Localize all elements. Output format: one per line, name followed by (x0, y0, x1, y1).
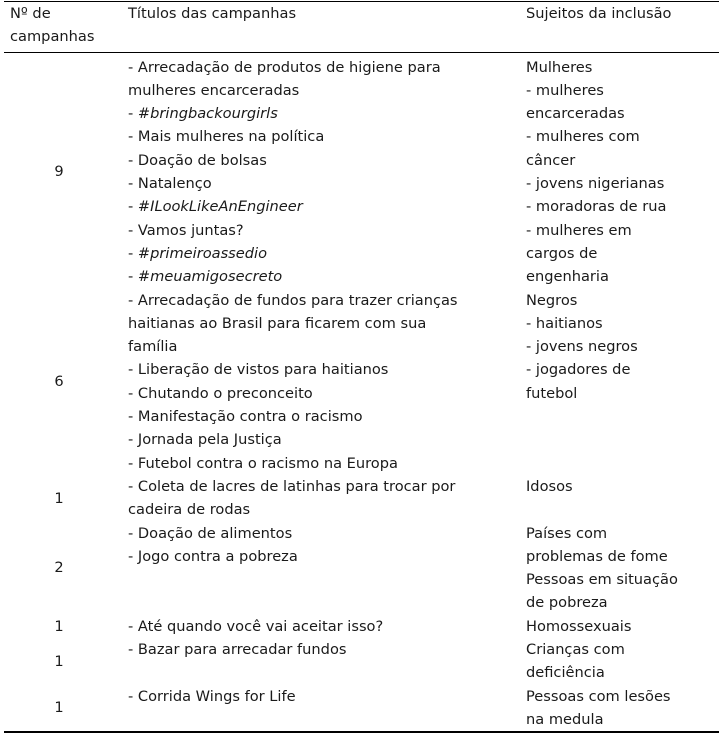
campaign-count: 2 (54, 559, 64, 577)
subject: encarceradas (526, 105, 625, 123)
header-inclusion-subjects: Sujeitos da inclusão (526, 2, 719, 53)
subject: - jovens negros (526, 338, 638, 356)
campaign-titles (128, 685, 526, 733)
campaign-titles (128, 638, 526, 685)
campaign-count: 1 (54, 652, 64, 670)
campaign-title: família (128, 338, 178, 356)
campaign-title: - Jornada pela Justiça (128, 431, 282, 449)
inclusion-subjects (526, 685, 719, 733)
campaign-title (128, 265, 526, 288)
header-row (4, 2, 719, 53)
campaign-titles (128, 615, 526, 638)
hashtag-text: #bringbackourgirls (137, 105, 278, 123)
hashtag-dash: - (128, 268, 138, 286)
campaign-title: - Mais mulheres na política (128, 128, 325, 146)
hashtag-text: #ILookLikeAnEngineer (137, 198, 303, 216)
campaign-titles (128, 52, 526, 288)
table-row (4, 638, 719, 685)
table-row (4, 475, 719, 522)
inclusion-subjects (526, 52, 719, 288)
campaign-title: - Até quando você vai aceitar isso? (128, 617, 384, 635)
subject: Países com (526, 524, 608, 542)
subject: Crianças com (526, 641, 625, 659)
table-row (4, 289, 719, 475)
hashtag-dash: - (128, 198, 138, 216)
campaign-title: - Bazar para arrecadar fundos (128, 641, 347, 659)
subject: - moradoras de rua (526, 198, 667, 216)
subject: deficiência (526, 664, 605, 682)
inclusion-subjects (526, 638, 719, 685)
campaign-title: mulheres encarceradas (128, 81, 300, 99)
subject: Mulheres (526, 58, 593, 76)
campaign-count: 1 (54, 617, 64, 635)
subject: - mulheres com (526, 128, 640, 146)
campaign-title: - Vamos juntas? (128, 221, 244, 239)
subject: problemas de fome (526, 547, 668, 565)
campaign-title: - Doação de bolsas (128, 151, 267, 169)
campaign-title: cadeira de rodas (128, 501, 251, 519)
subject: de pobreza (526, 594, 608, 612)
subject: Pessoas com lesões (526, 687, 671, 705)
subject: Pessoas em situação (526, 571, 678, 589)
subject: - mulheres (526, 81, 604, 99)
subject: engenharia (526, 268, 609, 286)
subject: - jovens nigerianas (526, 175, 665, 193)
subject: futebol (526, 384, 578, 402)
campaign-title (128, 242, 526, 265)
campaign-title (128, 195, 526, 218)
subject: Homossexuais (526, 617, 632, 635)
campaign-title: - Arrecadação de produtos de higiene para (128, 58, 441, 76)
inclusion-subjects (526, 522, 719, 615)
header-campaign-count: Nº de campanhas (4, 2, 128, 53)
campaign-title: - Arrecadação de fundos para trazer crianças (128, 291, 458, 309)
subject: - jogadores de (526, 361, 631, 379)
table-row (4, 52, 719, 288)
header-campaign-titles: Títulos das campanhas (128, 2, 526, 53)
campaign-title: - Liberação de vistos para haitianos (128, 361, 389, 379)
subject: na medula (526, 710, 604, 728)
subject: cargos de (526, 244, 598, 262)
campaign-count: 6 (54, 373, 64, 391)
hashtag-dash: - (128, 244, 138, 262)
inclusion-subjects (526, 289, 719, 475)
campaign-titles (128, 475, 526, 522)
campaign-title: - Corrida Wings for Life (128, 687, 296, 705)
campaign-titles (128, 522, 526, 615)
subject: Negros (526, 291, 578, 309)
campaign-title: - Manifestação contra o racismo (128, 408, 363, 426)
campaign-title: - Doação de alimentos (128, 524, 293, 542)
campaign-count: 9 (54, 163, 64, 181)
campaign-title: - Jogo contra a pobreza (128, 547, 298, 565)
campaign-title: - Natalenço (128, 175, 212, 193)
campaign-title (128, 102, 526, 125)
campaign-title: haitianas ao Brasil para ficarem com sua (128, 314, 427, 332)
campaign-count: 1 (54, 489, 64, 507)
table-row (4, 522, 719, 615)
inclusion-subjects (526, 615, 719, 638)
table-row (4, 615, 719, 638)
inclusion-subjects (526, 475, 719, 522)
table-row (4, 685, 719, 733)
campaigns-table (4, 1, 719, 733)
campaign-title: - Coleta de lacres de latinhas para trocar por (128, 477, 456, 495)
campaign-title: - Chutando o preconceito (128, 384, 313, 402)
hashtag-text: #meuamigosecreto (137, 268, 283, 286)
subject: câncer (526, 151, 576, 169)
campaign-title: - Futebol contra o racismo na Europa (128, 454, 398, 472)
hashtag-text: #primeiroassedio (137, 244, 268, 262)
hashtag-dash: - (128, 105, 138, 123)
subject: Idosos (526, 477, 573, 495)
subject: - mulheres em (526, 221, 632, 239)
campaign-count: 1 (4, 685, 128, 733)
subject: - haitianos (526, 314, 603, 332)
campaign-titles (128, 289, 526, 475)
